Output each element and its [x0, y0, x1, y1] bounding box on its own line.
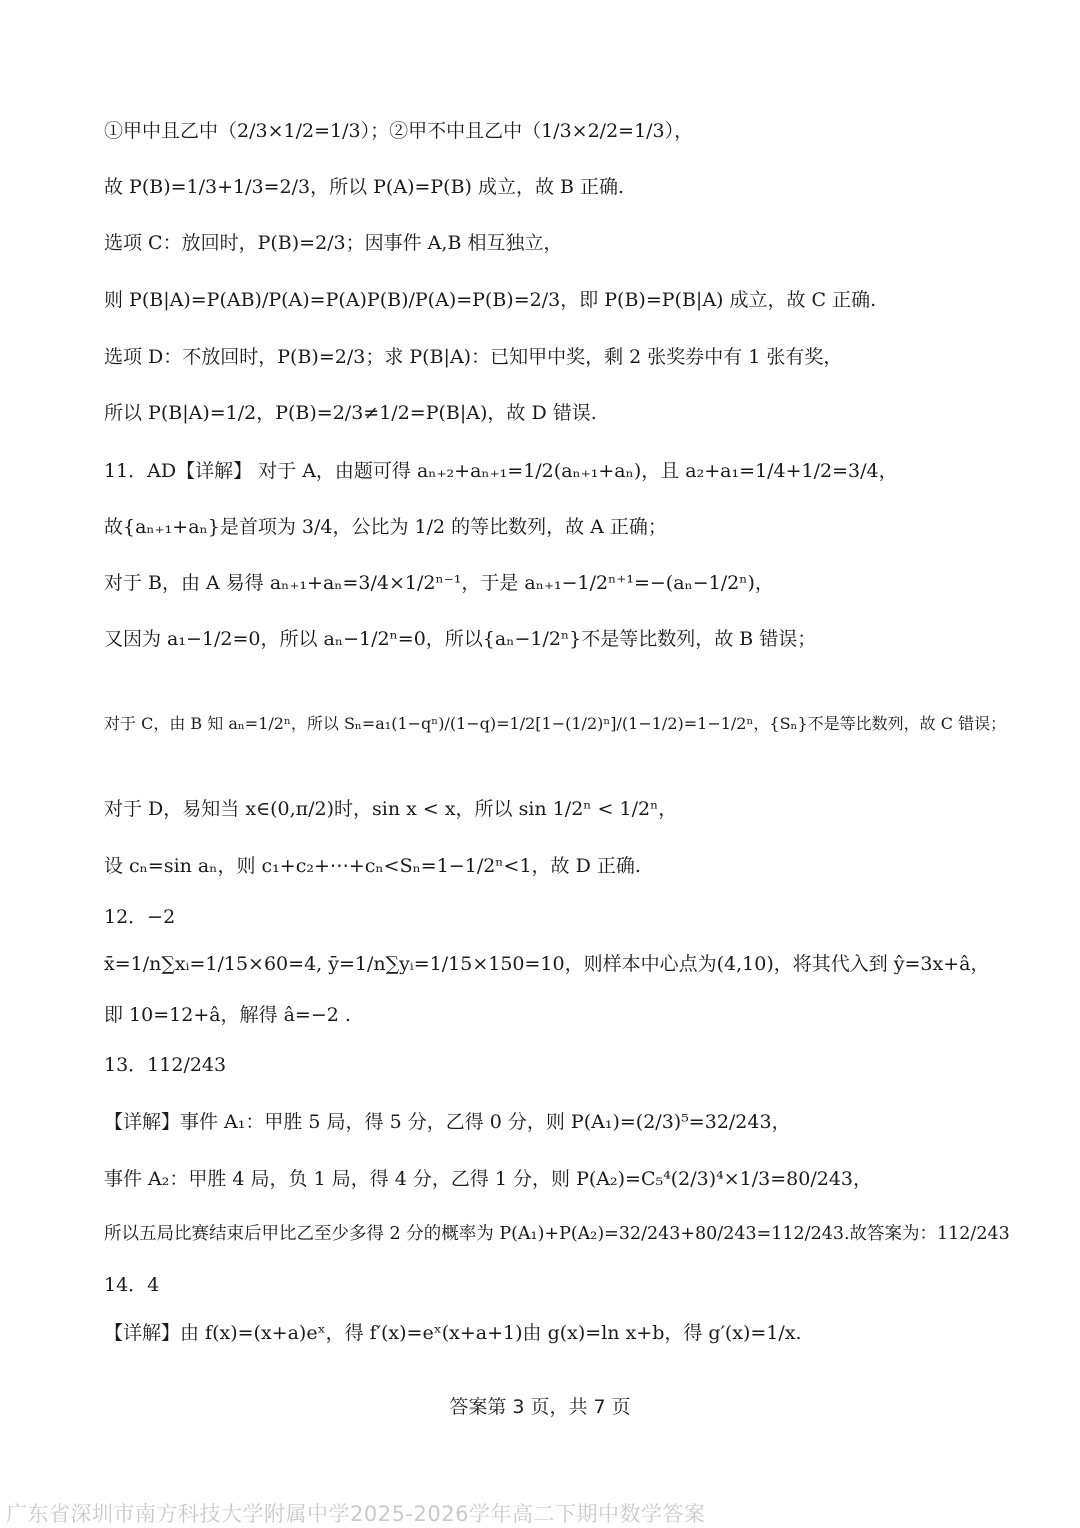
text-line: 即 10=12+â，解得 â=−2 . — [104, 1004, 351, 1026]
text-line: 12．−2 — [104, 906, 176, 928]
text-line: 又因为 a₁−1/2=0，所以 aₙ−1/2ⁿ=0，所以{aₙ−1/2ⁿ}不是等比数列，故 B 错误； — [104, 628, 817, 650]
text-line: 【详解】事件 A₁：甲胜 5 局，得 5 分，乙得 0 分，则 P(A₁)=(2/3)⁵=32/243， — [104, 1111, 791, 1133]
text-line: 所以 P(B|A)=1/2，P(B)=2/3≠1/2=P(B|A)，故 D 错误. — [104, 402, 597, 424]
text-line: 故 P(B)=1/3+1/3=2/3，所以 P(A)=P(B) 成立，故 B 正确. — [104, 176, 625, 198]
text-line: ①甲中且乙中（2/3×1/2=1/3）；②甲不中且乙中（1/3×2/2=1/3）， — [104, 120, 694, 142]
text-line: 则 P(B|A)=P(AB)/P(A)=P(A)P(B)/P(A)=P(B)=2/3，即 P(B)=P(B|A) 成立，故 C 正确. — [104, 289, 877, 311]
text-line: 11．AD【详解】 对于 A，由题可得 aₙ₊₂+aₙ₊₁=1/2(aₙ₊₁+aₙ)，且 a₂+a₁=1/4+1/2=3/4， — [104, 460, 898, 482]
text-line: 13．112/243 — [104, 1054, 227, 1076]
text-line: 对于 C，由 B 知 aₙ=1/2ⁿ，所以 Sₙ=a₁(1−qⁿ)/(1−q)=1/2[1−(1/2)ⁿ]/(1−1/2)=1−1/2ⁿ，{Sₙ}不是等比数列，故 C 错误； — [104, 714, 1007, 733]
text-line: 故{aₙ₊₁+aₙ}是首项为 3/4，公比为 1/2 的等比数列，故 A 正确； — [104, 516, 667, 538]
watermark: 广东省深圳市南方科技大学附属中学2025-2026学年高二下期中数学答案 — [6, 1502, 706, 1526]
text-line: x̄=1/n∑xᵢ=1/15×60=4, ȳ=1/n∑yᵢ=1/15×150=10，则样本中心点为(4,10)，将其代入到 ŷ=3x+â， — [104, 953, 990, 975]
text-line: 选项 D：不放回时，P(B)=2/3；求 P(B|A)：已知甲中奖，剩 2 张奖券中有 1 张有奖， — [104, 346, 843, 368]
text-line: 对于 B，由 A 易得 aₙ₊₁+aₙ=3/4×1/2ⁿ⁻¹，于是 aₙ₊₁−1/2ⁿ⁺¹=−(aₙ−1/2ⁿ)， — [104, 572, 774, 594]
text-line: 设 cₙ=sin aₙ，则 c₁+c₂+⋯+cₙ<Sₙ=1−1/2ⁿ<1，故 D 正确. — [104, 855, 641, 877]
text-line: 所以五局比赛结束后甲比乙至少多得 2 分的概率为 P(A₁)+P(A₂)=32/243+80/243=112/243.故答案为：112/243 — [104, 1224, 1010, 1244]
text-line: 【详解】由 f(x)=(x+a)eˣ，得 f′(x)=eˣ(x+a+1)由 g(x)=ln x+b，得 g′(x)=1/x. — [104, 1322, 802, 1344]
text-line: 事件 A₂：甲胜 4 局，负 1 局，得 4 分，乙得 1 分，则 P(A₂)=C₅⁴(2/3)⁴×1/3=80/243， — [104, 1168, 873, 1190]
text-line: 选项 C：放回时，P(B)=2/3；因事件 A,B 相互独立， — [104, 232, 563, 254]
text-line: 对于 D，易知当 x∈(0,π/2)时，sin x < x，所以 sin 1/2ⁿ < 1/2ⁿ， — [104, 798, 678, 820]
text-line: 14．4 — [104, 1274, 160, 1296]
page-footer: 答案第 3 页，共 7 页 — [449, 1396, 631, 1418]
